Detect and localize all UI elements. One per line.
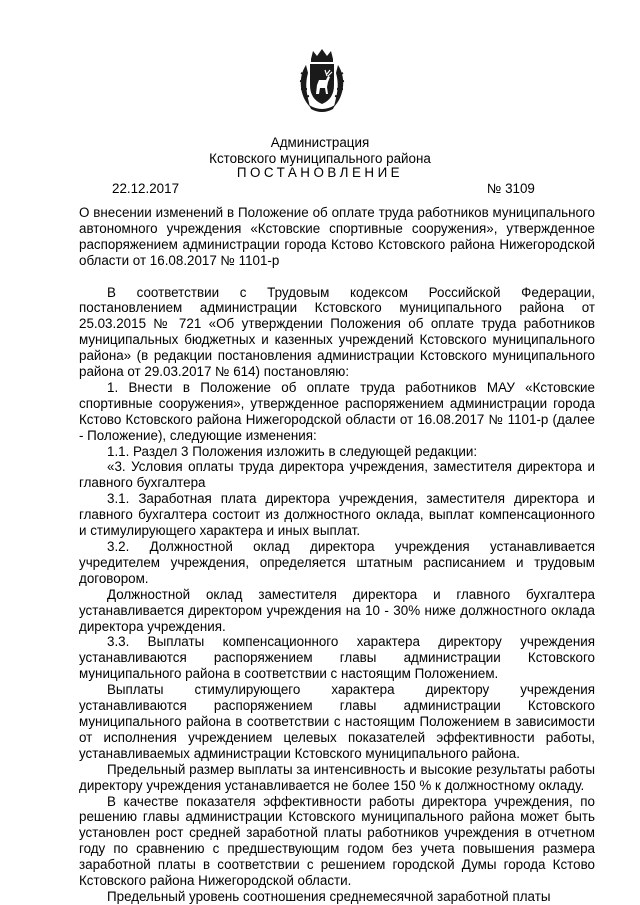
document-body: [79, 205, 595, 905]
paragraph: «3. Условия оплаты труда директора учреждения, заместителя директора и главного бухгалтера: [79, 459, 595, 491]
paragraph: 3.3. Выплаты компенсационного характера директору учреждения устанавливаются распоряжением главы администрации Кстовского муниципального района в соответствии с настоящим Положением.: [79, 634, 595, 682]
paragraph: В качестве показателя эффективности работы директора учреждения, по решению главы администрации Кстовского муниципального района может быть установлен рост средней заработной платы работников учреждения в отчетном году по сравнению с предшествующим годом без учета повышения размера заработной платы в соответствии с решением городской Думы города Кстово Кстовского района Нижегородской области.: [79, 793, 595, 889]
district-title: Кстовского муниципального района: [209, 151, 431, 166]
document-subject: О внесении изменений в Положение об оплате труда работников муниципального автономного учреждения «Кстовские спортивные сооружения», утвержденное распоряжением администрации города Кстово Кстовского района Нижегородской области от 16.08.2017 № 1101-р: [79, 205, 595, 268]
paragraph: 1.1. Раздел 3 Положения изложить в следующей редакции:: [107, 443, 478, 459]
coat-of-arms-icon: [297, 47, 347, 113]
paragraph: Предельный размер выплаты за интенсивность и высокие результаты работы директору учреждения устанавливается не более 150 % к должностному окладу.: [79, 761, 595, 793]
document-number: № 3109: [487, 181, 535, 196]
paragraph: 3.1. Заработная плата директора учреждения, заместителя директора и главного бухгалтера состоит из должностного оклада, выплат компенсационного и стимулирующего характера и иных выплат.: [79, 491, 595, 539]
paragraph: Должностной оклад заместителя директора и главного бухгалтера устанавливается директором учреждения на 10 - 30% ниже должностного оклада директора учреждения.: [79, 586, 595, 634]
paragraph: Предельный уровень соотношения среднемесячной заработной платы: [107, 888, 551, 904]
paragraph: Выплаты стимулирующего характера директору учреждения устанавливаются распоряжением главы администрации Кстовского муниципального района в соответствии с настоящим Положением в зависимости от исполнения учреждением целевых показателей эффективности работы, устанавливаемых администрации Кстовского муниципального района.: [79, 682, 595, 761]
organization-title: Администрация: [270, 135, 370, 150]
paragraph: В соответствии с Трудовым кодексом Российской Федерации, постановлением администрации Кстовского муниципального района от 25.03.2015 № 721 «Об утверждении Положения об оплате труда работников муниципальных бюджетных и казенных учреждений Кстовского муниципального района» (в редакции постановления администрации Кстовского муниципального района от 29.03.2017 № 614) постановляю:: [79, 284, 595, 380]
paragraph: 1. Внести в Положение об оплате труда работников МАУ «Кстовские спортивные сооружения», утвержденное распоряжением администрации города Кстово Кстовского района Нижегородской области от 16.08.2017 № 1101-р (далее - Положение), следующие изменения:: [79, 379, 595, 443]
paragraph: 3.2. Должностной оклад директора учреждения устанавливается учредителем учреждения, определяется штатным расписанием и трудовым договором.: [79, 539, 595, 586]
document-date: 22.12.2017: [112, 181, 180, 196]
document-type: ПОСТАНОВЛЕНИЕ: [236, 165, 404, 180]
